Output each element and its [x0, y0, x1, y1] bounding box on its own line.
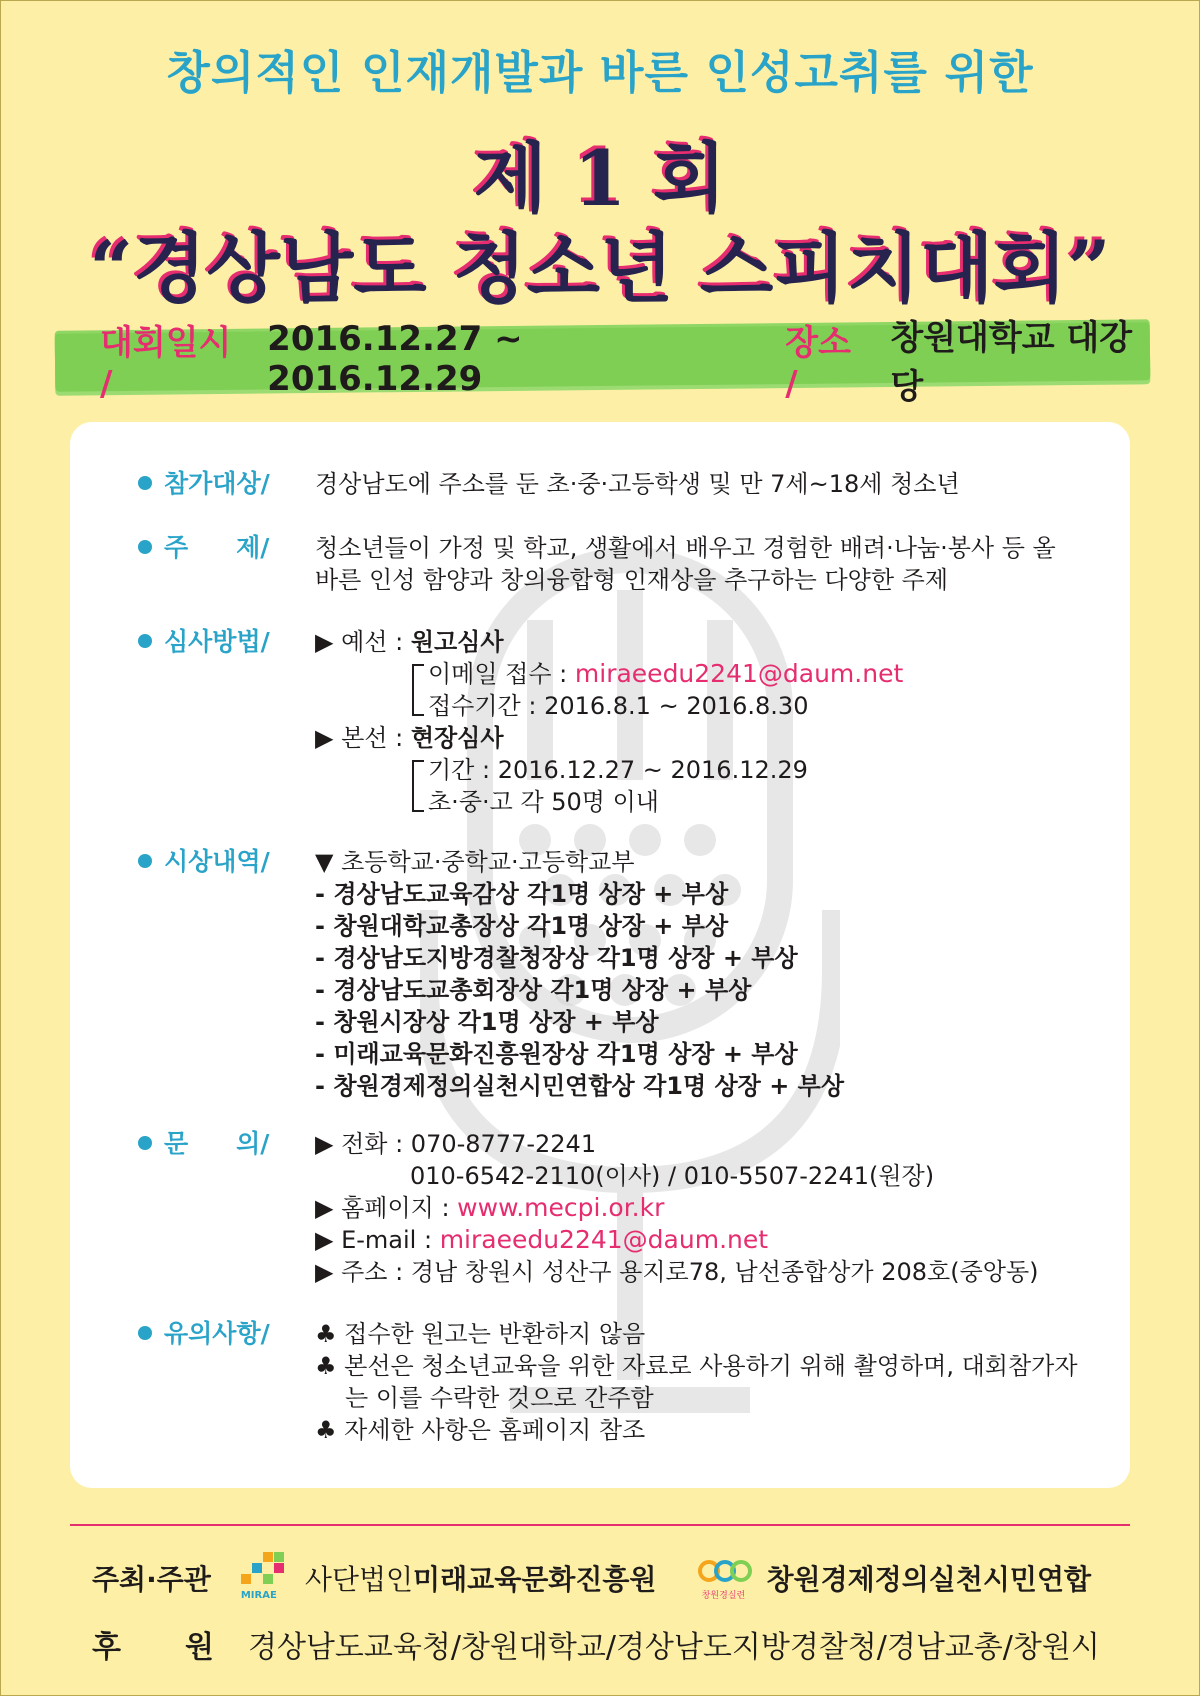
bullet-icon: [138, 854, 152, 868]
date-value: 2016.12.27 ~ 2016.12.29: [267, 319, 523, 399]
final-details: 기간 : 2016.12.27 ~ 2016.12.29 초·중·고 각 50명 이내: [315, 754, 903, 818]
award-item: - 경상남도교육감상 각1명 상장 + 부상: [315, 880, 729, 908]
cjkyungsil-logo-icon: 창원경실련: [692, 1552, 754, 1604]
host-row: [92, 1552, 1091, 1604]
contact-address: ▶ 주소 : 경남 창원시 성산구 용지로78, 남선종합상가 208호(중앙동): [315, 1258, 1039, 1286]
bullet-icon: [138, 634, 152, 648]
bullet-icon: [138, 1136, 152, 1150]
notes-content: ♣ 접수한 원고는 반환하지 않음 ♣ 본선은 청소년교육을 위한 자료로 사용하기 위해 촬영하며, 대회참가자 는 이를 수락한 것으로 간주함 ♣ 자세한 사항은 홈페이지 참조: [315, 1320, 1078, 1444]
award-item: - 창원대학교총장상 각1명 상장 + 부상: [315, 912, 729, 940]
sponsor-list: 경상남도교육청/창원대학교/경상남도지방경찰청/경남교총/창원시: [247, 1630, 1100, 1665]
award-item: - 미래교육문화진흥원장상 각1명 상장 + 부상: [315, 1040, 798, 1068]
theme-text: 청소년들이 가정 및 학교, 생활에서 배우고 경험한 배려·나눔·봉사 등 올 바른 인성 함양과 창의융합형 인재상을 추구하는 다양한 주제: [315, 534, 1056, 594]
poster-title-line1: 제 1 회: [473, 134, 727, 223]
contact-content: ▶ 전화 : 070-8777-2241 010-6542-2110(이사) / 010-5507-2241(원장) ▶ 홈페이지 : www.mecpi.or.kr ▶ E-mail : miraeedu2241@daum.net ▶ 주소 : 경남 창원시 성산구 용지로78, 남선종합상가 208호(중앙동): [315, 1130, 1039, 1286]
footer-divider: [70, 1524, 1130, 1526]
date-band: [55, 318, 1150, 407]
notes-heading: 유의사항/: [138, 1318, 270, 1350]
awards-content: ▼ 초등학교·중학교·고등학교부 - 경상남도교육감상 각1명 상장 + 부상 - 창원대학교총장상 각1명 상장 + 부상 - 경상남도지방경찰청장상 각1명 상장 + 부상 - 경상남도교총회장상 각1명 상장 + 부상 - 창원시장상 각1명 상장 + 부상 - 미래교육문화진흥원장상 각1명 상장 + 부상 - 창원경제정의실천시민연합상 각1명 상장 + 부상: [315, 848, 845, 1100]
awards-heading: 시상내역/: [138, 846, 270, 878]
contact-heading: 문 의/: [138, 1128, 269, 1160]
place-label: 장소 /: [785, 322, 851, 404]
host1-prefix: 사단법인: [304, 1563, 414, 1596]
host2-name: 창원경제정의실천시민연합: [766, 1563, 1092, 1596]
prelim-details: 이메일 접수 : miraeedu2241@daum.net 접수기간 : 2016.8.1 ~ 2016.8.30: [315, 658, 903, 722]
homepage-link[interactable]: www.mecpi.or.kr: [457, 1193, 665, 1222]
host-label: 주최·주관: [92, 1563, 211, 1596]
bullet-icon: [138, 476, 152, 490]
host1-name: 미래교육문화진흥원: [413, 1563, 657, 1596]
judging-content: ▶ 예선 : 원고심사 이메일 접수 : miraeedu2241@daum.net 접수기간 : 2016.8.1 ~ 2016.8.30 ▶ 본선 : 현장심사 기간 : 2016.12.27 ~ 2016.12.29 초·중·고 각 50명 이내: [315, 628, 904, 816]
mirae-logo-icon: MIRAE: [241, 1552, 293, 1604]
sponsor-row: [92, 1622, 1100, 1666]
award-item: - 창원경제정의실천시민연합상 각1명 상장 + 부상: [315, 1072, 845, 1100]
bullet-icon: [138, 540, 152, 554]
award-item: - 경상남도지방경찰청장상 각1명 상장 + 부상: [315, 944, 798, 972]
contact-phone2: 010-6542-2110(이사) / 010-5507-2241(원장): [410, 1162, 935, 1190]
contact-phone: ▶ 전화 : 070-8777-2241: [315, 1130, 597, 1158]
contact-email-link[interactable]: miraeedu2241@daum.net: [439, 1225, 769, 1254]
judging-heading: 심사방법/: [138, 626, 270, 658]
award-item: - 창원시장상 각1명 상장 + 부상: [315, 1008, 659, 1036]
bullet-icon: [138, 1326, 152, 1340]
sponsor-label-b: 원: [184, 1630, 214, 1665]
award-item: - 경상남도교총회장상 각1명 상장 + 부상: [315, 976, 752, 1004]
place-value: 창원대학교 대강당: [890, 318, 1133, 407]
email-link[interactable]: miraeedu2241@daum.net: [574, 659, 904, 688]
date-label: 대회일시 /: [100, 322, 232, 404]
target-text: 경상남도에 주소를 둔 초·중·고등학생 및 만 7세~18세 청소년: [315, 470, 960, 498]
poster-title-line2: “경상남도 청소년 스피치대회”: [89, 224, 1111, 313]
theme-heading: 주 제/: [138, 532, 269, 564]
sponsor-label-a: 후: [92, 1630, 121, 1665]
target-heading: 참가대상/: [138, 468, 270, 500]
poster-subtitle: 창의적인 인재개발과 바른 인성고취를 위한: [166, 46, 1034, 99]
